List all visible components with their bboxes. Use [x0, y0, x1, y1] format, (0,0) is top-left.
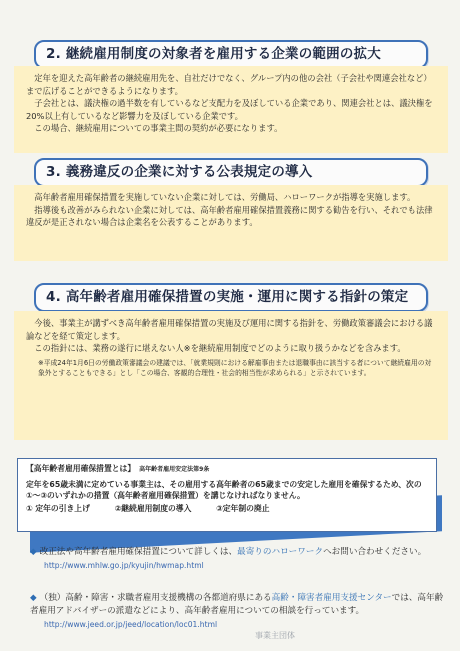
contact-2-pre: （独）高齢・障害・求職者雇用支援機構の各都道府県にある [39, 593, 272, 603]
mhlw-url-link[interactable]: http://www.mhlw.go.jp/kyujin/hwmap.html [44, 561, 204, 570]
section-4-heading: 4. 高年齢者雇用確保措置の実施・運用に関する指針の策定 [34, 283, 428, 312]
contact-item-2-text [30, 592, 450, 618]
section-3-para-2: 指導後も改善がみられない企業に対しては、高年齢者雇用確保措置義務に関する勧告を行い、それでも法律違反が是正されない場合は企業名を公表することがあります。 [26, 204, 433, 228]
info-box-law-ref: 高年齢者雇用安定法第9条 [139, 466, 210, 473]
section-2-body [14, 66, 448, 153]
section-4-body [14, 311, 448, 440]
option-continued-employment: ②継続雇用制度の導入 [114, 503, 192, 513]
support-center-link[interactable]: 高齢・障害者雇用支援センター [271, 593, 392, 603]
footer-faint-text: 事業主団体 [255, 631, 295, 640]
info-box-title-text: 【高年齢者雇用確保措置とは】 [26, 464, 136, 473]
section-4-para-1: 今後、事業主が講ずべき高年齢者雇用確保措置の実施及び運用に関する指針を、労働政策審議会における議論などを経て策定します。 [26, 318, 433, 341]
contact-item-1 [30, 546, 450, 572]
jeed-url-link[interactable]: http://www.jeed.or.jp/jeed/location/loc01.html [44, 620, 218, 629]
diamond-bullet-icon: ◆ [30, 547, 37, 557]
section-3-para-1: 高年齢者雇用確保措置を実施していない企業に対しては、労働局、ハローワークが指導を実施します。 [34, 192, 416, 202]
section-2-heading: 2. 継続雇用制度の対象者を雇用する企業の範囲の拡大 [34, 40, 428, 69]
contact-1-post: へお問い合わせください。 [323, 547, 427, 557]
info-box-options [26, 503, 428, 515]
section-3-heading: 3. 義務違反の企業に対する公表規定の導入 [34, 158, 428, 187]
section-4-para-2: この指針には、業務の遂行に堪えない人※を継続雇用制度でどのように取り扱うかなどを含みます。 [34, 343, 406, 354]
hello-work-link[interactable]: 最寄りのハローワーク [237, 547, 324, 557]
contact-2-post: では、高年齢者雇用アドバイザーの派遣などにより、高年齢者雇用についての相談を行っています。 [30, 593, 444, 616]
section-2-para-1: 定年を迎えた高年齢者の継続雇用先を、自社だけでなく、グループ内の他の会社（子会社や関連会社など）まで広げることができるようになります。 [26, 73, 432, 96]
section-2-para-3: この場合、継続雇用についての事業主間の契約が必要になります。 [34, 123, 283, 134]
contact-1-pre: 改正法や高年齢者雇用確保措置について詳しくは、 [39, 547, 238, 557]
section-2-para-2: 子会社とは、議決権の過半数を有しているなど支配力を及ぼしている企業であり、関連会社とは、議決権を20%以上有しているなど影響力を及ぼしている企業です。 [26, 98, 433, 121]
measures-info-box [17, 458, 437, 532]
option-abolish-retirement: ③定年制の廃止 [216, 503, 270, 513]
section-4-note: ※平成24年1月6日の労働政策審議会の建議では、「就業規則における解雇事由または退職事由に該当する者について継続雇用の対象外とすることもできる」とし「この場合、客観的合理性・社会的相当性が求められる」と示されています。 [38, 358, 432, 377]
info-box-title [26, 463, 428, 476]
info-box-body: 定年を65歳未満に定めている事業主は、その雇用する高年齢者の65歳までの安定した雇用を確保するため、次の①～③のいずれかの措置（高年齢者雇用確保措置）を講じなければなりません。 [26, 479, 422, 500]
diamond-bullet-icon: ◆ [30, 593, 37, 603]
contact-item-2 [30, 592, 450, 631]
contact-item-1-text [30, 546, 450, 559]
section-3-body [14, 185, 448, 261]
option-raise-retirement-age: ① 定年の引き上げ [26, 503, 90, 513]
